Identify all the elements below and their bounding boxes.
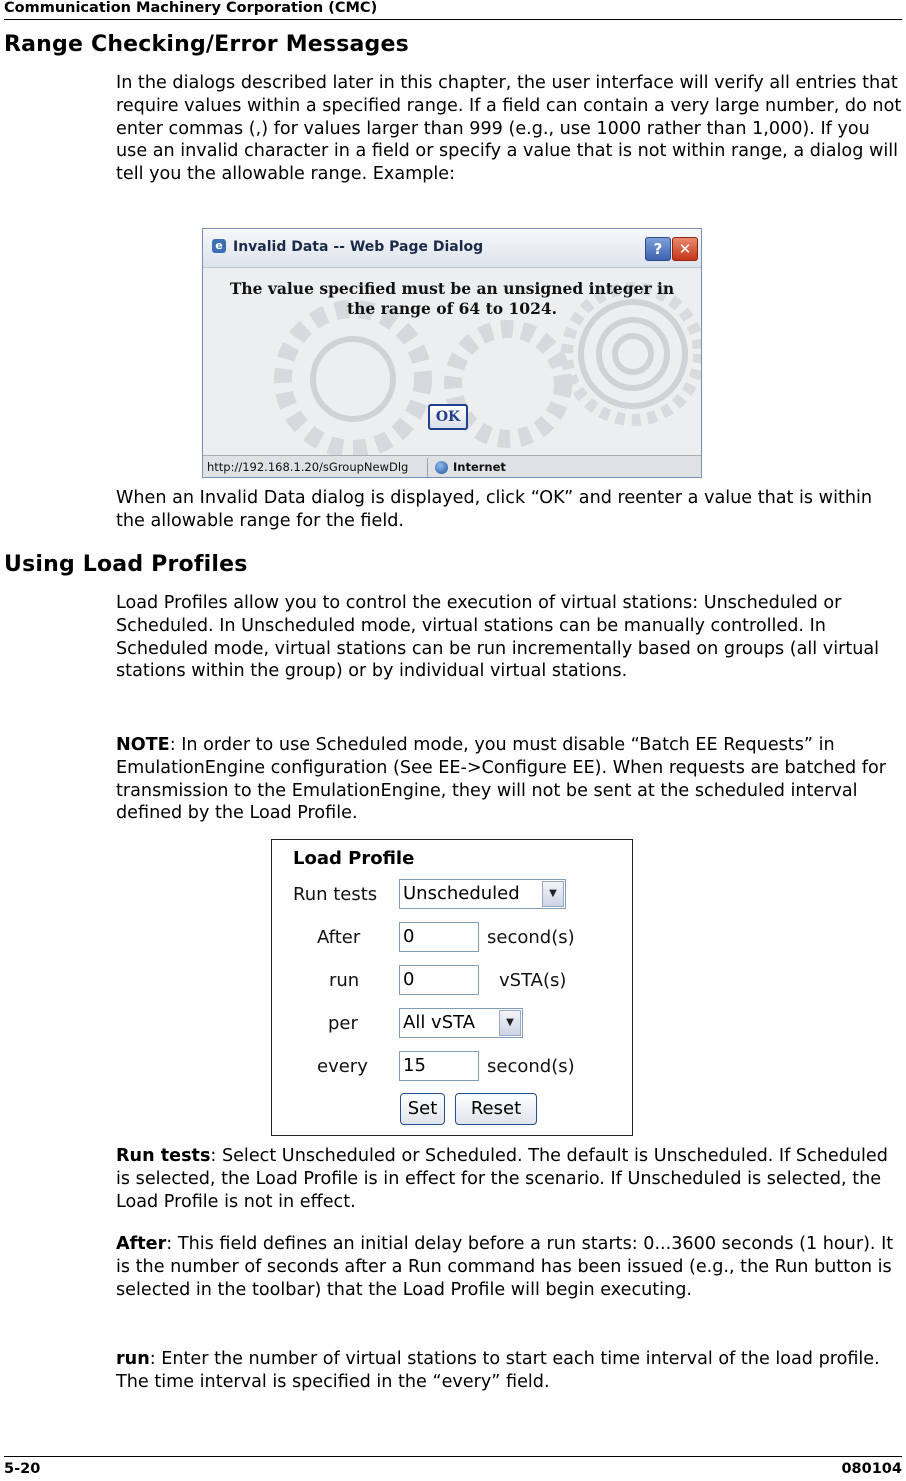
status-zone: Internet [453,460,506,474]
dialog-title: Invalid Data -- Web Page Dialog [233,239,484,255]
after-label: After [317,927,361,948]
document-number: 080104 [841,1461,902,1477]
section-heading-load-profiles: Using Load Profiles [4,552,248,577]
ie-icon: e [212,239,226,253]
every-unit: second(s) [487,1056,575,1077]
close-button[interactable]: ✕ [672,237,698,261]
run-tests-select[interactable] [399,879,566,909]
per-value: All vSTA [403,1012,476,1033]
load-profile-panel [271,839,633,1136]
chevron-down-icon[interactable]: ▼ [542,881,564,907]
ok-button[interactable]: OK [428,404,468,430]
definition-text: : Enter the number of virtual stations to start each time interval of the load profile. The time interval is specified in the “every” field. [116,1349,880,1392]
per-select[interactable] [399,1008,523,1038]
note-paragraph [116,734,902,825]
definition-term: Run tests [116,1146,211,1166]
globe-icon [435,461,448,474]
set-button[interactable]: Set [400,1093,445,1125]
dialog-statusbar [203,455,701,478]
run-label: run [329,970,360,991]
run-input[interactable]: 0 [399,965,479,995]
load-profiles-intro: Load Profiles allow you to control the execution of virtual stations: Unscheduled or Scheduled. In Unscheduled mode, virtual stations can be manually controlled. In Scheduled mode, virtual stations can be run incrementally based on groups (all virtual stations within the group) or by individual virtual stations. [116,593,880,682]
dialog-content [203,267,701,455]
section-heading-range-checking: Range Checking/Error Messages [4,32,409,57]
range-intro-paragraph: In the dialogs described later in this chapter, the user interface will verify all entries that require values within a specified range. If a field can contain a very large number, do not enter commas (,) for values larger than 999 (e.g., use 1000 rather than 1,000). If you use an invalid character in a field or specify a value that is not within range, a dialog will tell you the allowable range. Example: [116,73,902,185]
chevron-down-icon[interactable]: ▼ [499,1010,521,1036]
status-divider [427,458,428,478]
after-input[interactable]: 0 [399,922,479,952]
invalid-data-dialog-figure [202,228,702,478]
run-tests-label: Run tests [293,884,378,905]
invalid-data-instruction: When an Invalid Data dialog is displayed, click “OK” and reenter a value that is within the allowable range for the field. [116,488,873,531]
after-unit: second(s) [487,927,575,948]
run-unit: vSTA(s) [499,970,567,991]
note-text: : In order to use Scheduled mode, you must disable “Batch EE Requests” in EmulationEngine configuration (See EE->Configure EE). When requests are batched for transmission to the EmulationEngine, they will not be sent at the scheduled interval defined by the Load Profile. [116,735,886,824]
note-label: NOTE [116,735,170,755]
help-button[interactable]: ? [645,237,671,261]
running-footer [4,1456,902,1477]
definition-term: run [116,1349,150,1369]
dialog-message: The value specified must be an unsigned integer in the range of 64 to 1024. [229,279,675,318]
definition-text: : Select Unscheduled or Scheduled. The default is Unscheduled. If Scheduled is selected, the Load Profile is in effect for the scenario. If Unscheduled is selected, the Load Profile is not in effect. [116,1146,888,1212]
definition-run [116,1348,902,1394]
load-profile-title: Load Profile [293,848,415,869]
every-input[interactable]: 15 [399,1051,479,1081]
definition-term: After [116,1234,167,1254]
dialog-titlebar[interactable] [203,229,701,268]
page-number: 5-20 [4,1461,41,1477]
definition-text: : This field defines an initial delay before a run starts: 0...3600 seconds (1 hour). It is the number of seconds after a Run command has been issued (e.g., the Run button is selected in the toolbar) that the Load Profile will begin executing. [116,1234,894,1300]
reset-button[interactable]: Reset [455,1093,537,1125]
running-header [4,0,902,20]
every-label: every [317,1056,368,1077]
definition-after [116,1233,902,1301]
company-name: Communication Machinery Corporation (CMC) [4,0,378,16]
run-tests-value: Unscheduled [403,883,520,904]
status-url: http://192.168.1.20/sGroupNewDlg [207,460,409,474]
definition-run-tests [116,1145,902,1213]
per-label: per [328,1013,358,1034]
